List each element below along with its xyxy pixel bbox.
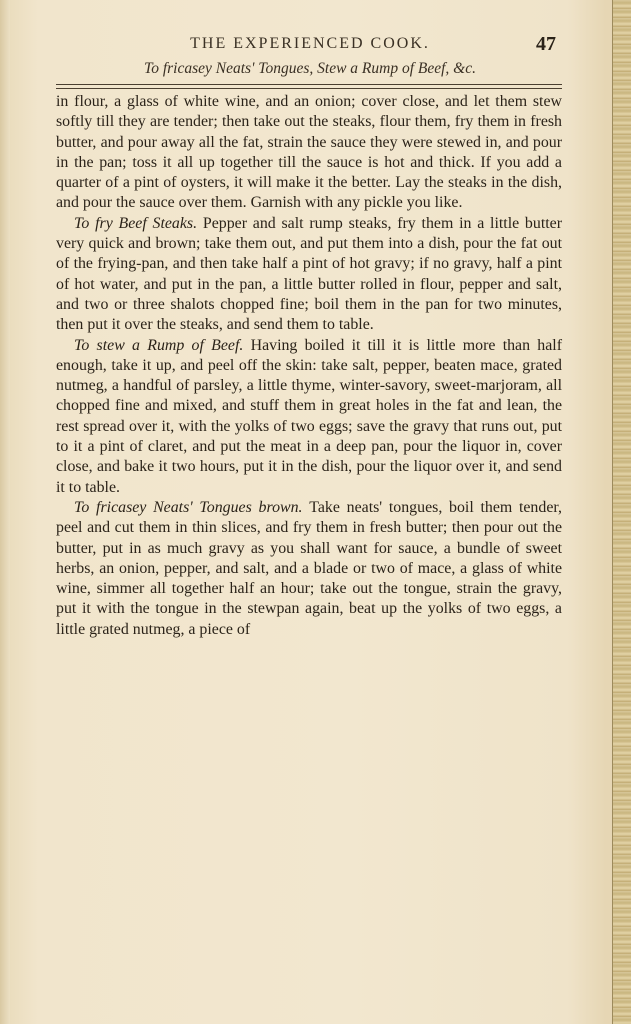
page-number: 47 xyxy=(536,33,556,55)
page-left-edge xyxy=(0,0,10,1024)
page-subtitle: To fricasey Neats' Tongues, Stew a Rump of Beef, &c. xyxy=(144,60,476,77)
recipe-heading: To fry Beef Steaks. xyxy=(74,214,203,232)
body-text xyxy=(56,92,562,640)
page-binding-edge xyxy=(612,0,631,1024)
paragraph-text: Take neats' tongues, boil them tender, peel and cut them in thin slices, and fry them in fresh butter; then pour out the butter, put in as much gravy as you shall want for sauce, a bundle of sweet herbs, an onion, pepper, and salt, and a blade or two of mace, a glass of white wine, simmer all together half an hour; take out the tongue, strain the gravy, put it with the tongue in the stewpan again, beat up the yolks of two eggs, a little grated nutmeg, a piece of xyxy=(56,498,563,638)
recipe-heading: To fricasey Neats' Tongues brown. xyxy=(74,498,310,516)
paragraph-text: in flour, a glass of white wine, and an onion; cover close, and let them stew softly till they are tender; then take out the steaks, flour them, fry them in fresh butter, and pour away all the fat, strain the sauce they were stewed in, and pour in the pan; toss it all up together till the sauce is hot and thick. If you add a quarter of a pint of oysters, it will make it the better. Lay the steaks in the dish, and pour the sauce over them. Garnish with any pickle you like. xyxy=(56,93,562,212)
paragraph xyxy=(56,498,562,640)
paragraph-text: Pepper and salt rump steaks, fry them in a little butter very quick and brown; take them out, and put them into a dish, pour the fat out of the frying-pan, and then take half a pint of hot gravy; if no gravy, half a pint of hot water, and put in the pan, a little butter rolled in flour, pepper and salt, and two or three shalots chopped fine; boil them in the pan for two minutes, then put it over the steaks, and send them to table. xyxy=(56,214,562,334)
top-rule-thin xyxy=(56,88,562,89)
paragraph-text: Having boiled it till it is little more than half enough, take it up, and peel off the skin: take salt, pepper, beaten mace, grated nutmeg, a handful of parsley, a little thyme, winter-savory, sweet-marjoram, all chopped fine and mixed, and stuff them in great holes in the fat and lean, the rest spread over it, with the yolks of two eggs; save the gravy that runs out, put to it a pint of claret, and put the meat in a deep pan, pour the liquor in, cover close, and bake it two hours, put it in the dish, pour the liquor over it, and send it to table. xyxy=(56,336,562,496)
paragraph xyxy=(56,214,562,336)
paragraph xyxy=(56,92,562,214)
paragraph xyxy=(56,336,562,498)
running-title: THE EXPERIENCED COOK. xyxy=(190,35,430,52)
recipe-heading: To stew a Rump of Beef. xyxy=(74,336,251,354)
running-head xyxy=(60,33,560,57)
top-rule xyxy=(56,84,562,85)
